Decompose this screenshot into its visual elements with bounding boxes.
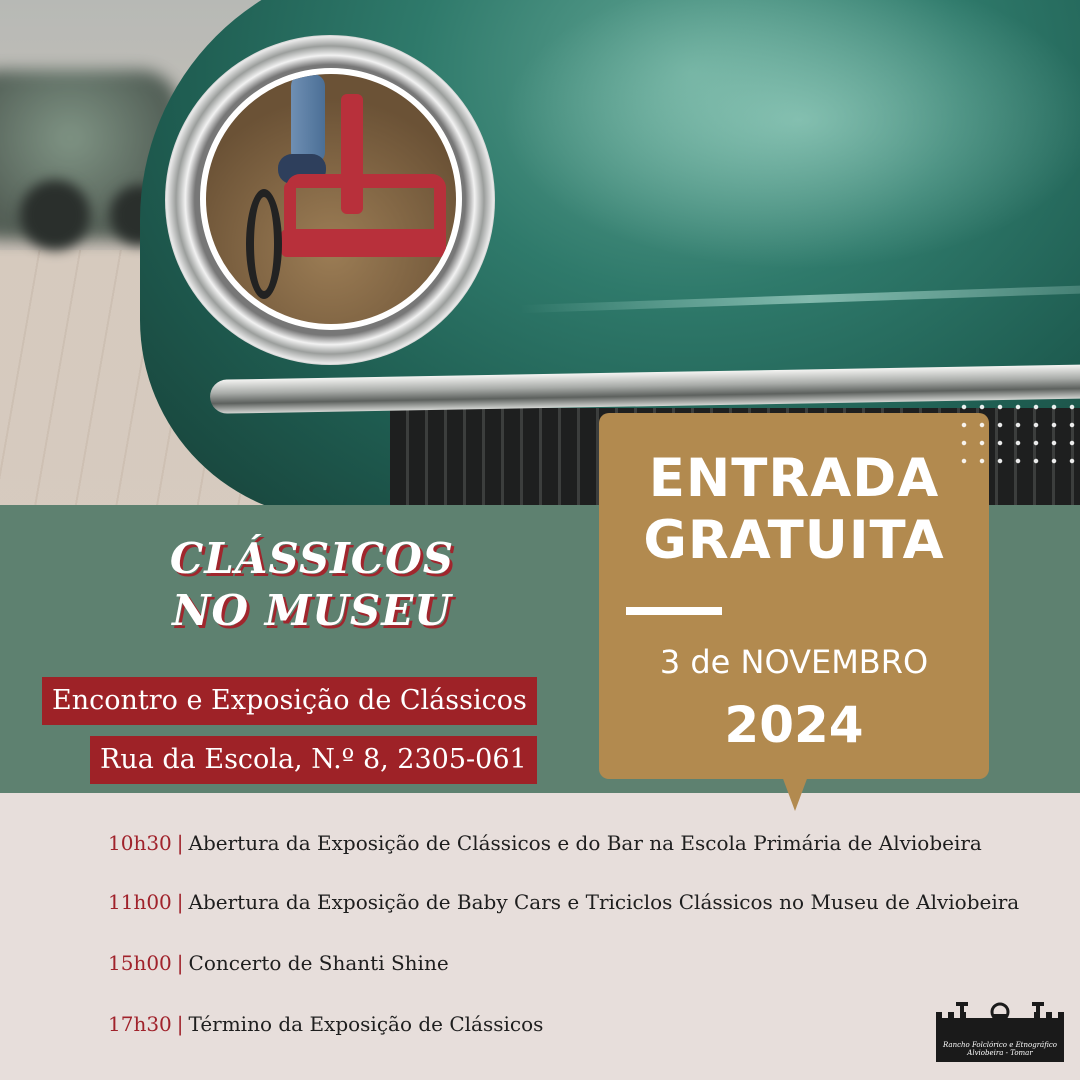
callout-divider xyxy=(626,607,722,615)
event-title xyxy=(152,533,472,637)
schedule-item xyxy=(108,823,982,863)
event-address: Rua da Escola, N.º 8, 2305-061 xyxy=(90,736,537,784)
schedule-item xyxy=(108,1004,543,1044)
callout-pointer xyxy=(782,776,808,811)
schedule-item xyxy=(108,943,449,983)
logo-line1: Rancho Folclórico e Etnográfico xyxy=(942,1041,1058,1049)
schedule-separator: | xyxy=(176,1012,184,1036)
event-subtitle: Encontro e Exposição de Clássicos xyxy=(42,677,537,725)
tricycle-frame xyxy=(284,182,296,242)
logo-line2: Alviobeira - Tomar xyxy=(967,1049,1033,1057)
event-title-line1: CLÁSSICOS xyxy=(169,534,455,583)
schedule-time: 15h00 xyxy=(108,951,172,975)
schedule-separator: | xyxy=(176,831,184,855)
schedule-time: 10h30 xyxy=(108,831,172,855)
schedule-item xyxy=(108,882,1019,922)
schedule-time: 11h00 xyxy=(108,890,172,914)
event-year: 2024 xyxy=(724,696,864,754)
schedule-separator: | xyxy=(176,890,184,914)
background-wheel xyxy=(20,180,90,250)
tricycle-wheel xyxy=(246,189,282,299)
free-entry-line2: GRATUITA xyxy=(643,510,945,571)
tricycle-photo xyxy=(200,68,462,330)
free-entry-line1: ENTRADA xyxy=(648,448,940,509)
schedule-separator: | xyxy=(176,951,184,975)
schedule-text: Término da Exposição de Clássicos xyxy=(188,1012,544,1036)
schedule-text: Abertura da Exposição de Baby Cars e Triciclos Clássicos no Museu de Alviobeira xyxy=(188,890,1020,914)
folk-group-logo-text xyxy=(938,1041,1062,1057)
tricycle-step xyxy=(281,229,446,257)
free-entry-headline xyxy=(599,448,989,572)
event-title-line2: NO MUSEU xyxy=(172,586,452,635)
schedule-text: Concerto de Shanti Shine xyxy=(188,951,449,975)
tricycle-frame xyxy=(434,182,446,242)
schedule-text: Abertura da Exposição de Clássicos e do Bar na Escola Primária de Alviobeira xyxy=(188,831,982,855)
schedule-time: 17h30 xyxy=(108,1012,172,1036)
event-date: 3 de NOVEMBRO xyxy=(659,643,929,681)
tricycle-frame xyxy=(286,174,446,188)
child-leg xyxy=(291,74,325,164)
tricycle-frame xyxy=(341,94,363,214)
